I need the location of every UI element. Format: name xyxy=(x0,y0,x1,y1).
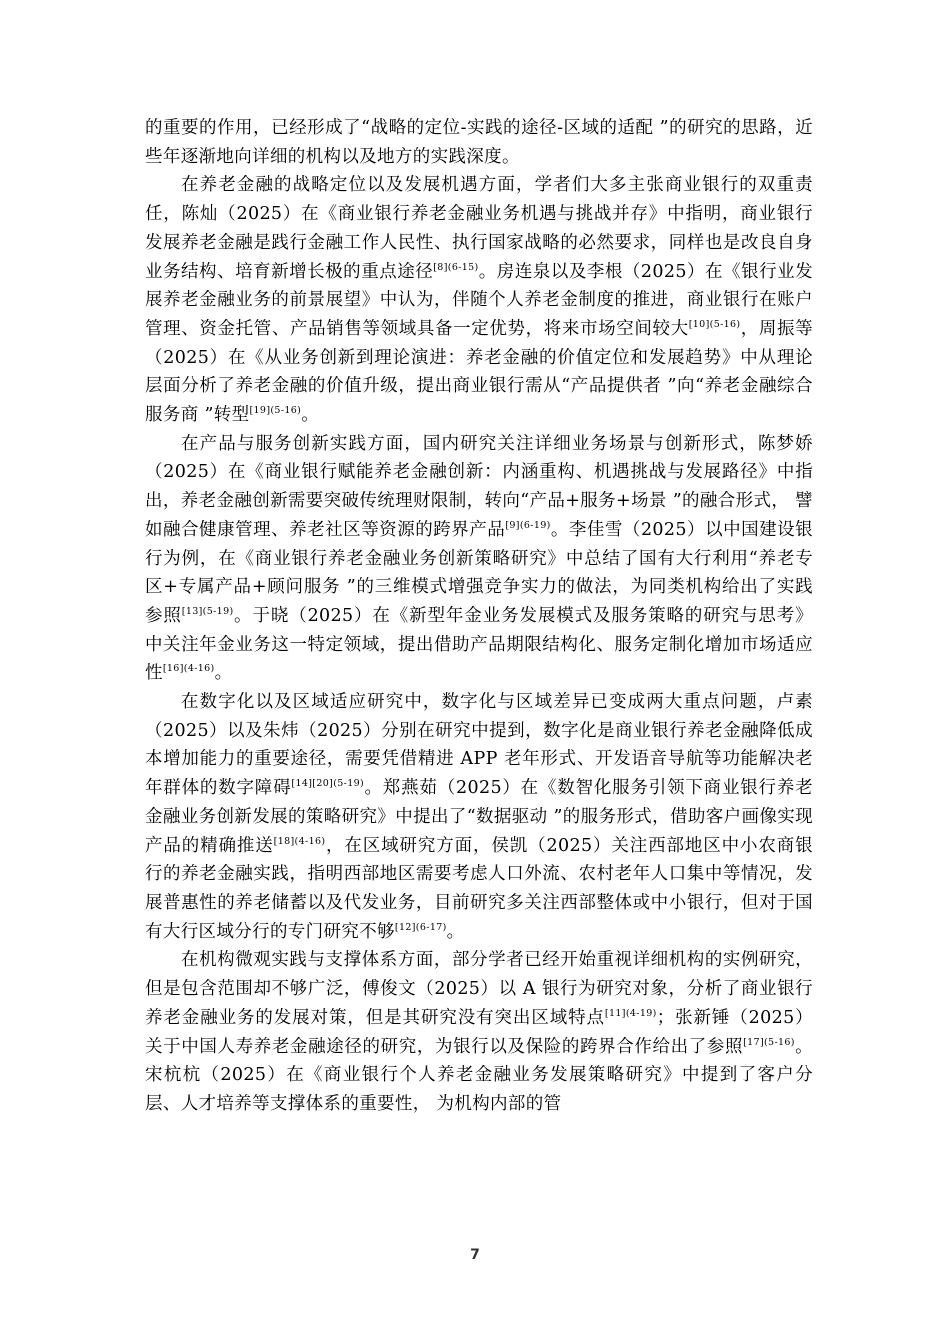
citation-marker: [16](4-16) xyxy=(162,663,215,675)
paragraph-text: 。 xyxy=(214,663,233,684)
document-body xyxy=(145,114,813,1119)
citation-marker: [8](6-15) xyxy=(433,261,479,273)
paragraph-text: 的重要的作用，已经形成了“战略的定位-实践的途径-区域的适配 ”的研究的思路，近些年逐渐地向详细的机构以及地方的实践深度。 xyxy=(145,118,813,167)
paragraph-text: 在数字化以及区域适应研究中，数字化与区域差异已变成两大重点问题，卢素（2025）以及朱炜（2025）分别在研究中提到，数字化是商业银行养老金融降低成本增加能力的重要途径，需要凭借精进 APP 老年形式、开发语音导航等功能解决老年群体的数字障碍 xyxy=(145,692,813,799)
citation-marker: [18](4-16) xyxy=(273,835,326,847)
citation-marker: [9](6-19) xyxy=(505,519,551,531)
paragraph-text: 。宋杭杭（2025）在《商业银行个人养老金融业务发展策略研究》中提到了客户分层、人才培养等支撑体系的重要性， 为机构内部的管 xyxy=(145,1036,813,1114)
citation-marker: [12](6-17) xyxy=(394,921,447,933)
paragraph-text: ，周振等（2025）在《从业务创新到理论演进：养老金融的价值定位和发展趋势》中从理论层面分析了养老金融的价值升级，提出商业银行需从“产品提供者 ”向“养老金融综合服务商 ”转型 xyxy=(145,318,813,426)
citation-marker: [17](5-16) xyxy=(743,1036,795,1048)
paragraph xyxy=(145,430,813,688)
paragraph-text: ，在区域研究方面，侯凯（2025）关注西部地区中小农商银行的养老金融实践，指明西部地区需要考虑人口外流、农村老年人口集中等情况，发展普惠性的养老储蓄以及代发业务，目前研究多关注西部整体或中小银行，但对于国有大行区域分行的专门研究不够 xyxy=(145,835,813,942)
citation-marker: [14][20](5-19) xyxy=(291,778,365,790)
paragraph-text: 。李佳雪（2025）以中国建设银行为例，在《商业银行养老金融业务创新策略研究》中总结了国有大行利用“养老专区+专属产品+顾问服务 ”的三维模式增强竞争实力的做法，为同类机构给出了实践参照 xyxy=(145,519,813,626)
paragraph xyxy=(145,688,813,946)
paragraph xyxy=(145,114,813,171)
paragraph xyxy=(145,946,813,1118)
paragraph xyxy=(145,171,813,429)
paragraph-text: 在养老金融的战略定位以及发展机遇方面，学者们大多主张商业银行的双重责任，陈灿（2025）在《商业银行养老金融业务机遇与挑战并存》中指明，商业银行发展养老金融是践行金融工作人民性、执行国家战略的必然要求，同样也是改良自身业务结构、培育新增长极的重点途径 xyxy=(145,175,813,282)
paragraph-text: 。于晓（2025）在《新型年金业务发展模式及服务策略的研究与思考》中关注年金业务这一特定领域，提出借助产品期限结构化、服务定制化增加市场适应性 xyxy=(145,605,813,684)
paragraph-text: 。房连泉以及李根（2025）在《银行业发展养老金融业务的前景展望》中认为，伴随个人养老金制度的推进，商业银行在账户管理、资金托管、产品销售等领域具备一定优势，将来市场空间较大 xyxy=(145,261,813,339)
paragraph-text: 。 xyxy=(446,921,465,942)
citation-marker: [19](5-16) xyxy=(249,405,302,417)
citation-marker: [11](4-19) xyxy=(604,1007,657,1019)
paragraph-text: 在产品与服务创新实践方面，国内研究关注详细业务场景与创新形式，陈梦娇（2025）在《商业银行赋能养老金融创新：内涵重构、机遇挑战与发展路径》中指出，养老金融创新需要突破传统理财限制，转向“产品+服务+场景 ”的融合形式， 譬如融合健康管理、养老社区等资源的跨界产品 xyxy=(145,433,813,540)
paragraph-text: 。 xyxy=(301,405,320,426)
paragraph-text: 。郑燕茹（2025）在《数智化服务引领下商业银行养老金融业务创新发展的策略研究》中提出了“数据驱动 ”的服务形式，借助客户画像实现产品的精确推送 xyxy=(145,778,813,856)
page-number: 7 xyxy=(470,1247,480,1263)
paragraph-text: ；张新锤（2025）关于中国人寿养老金融途径的研究，为银行以及保险的跨界合作给出了参照 xyxy=(145,1007,814,1057)
paragraph-text: 在机构微观实践与支撑体系方面，部分学者已经开始重视详细机构的实例研究，但是包含范围却不够广泛，傅俊文（2025）以 A 银行为研究对象，分析了商业银行养老金融业务的发展对策，但是其研究没有突出区域特点 xyxy=(145,950,813,1028)
citation-marker: [13](5-19) xyxy=(181,605,234,617)
citation-marker: [10](5-16) xyxy=(688,318,741,330)
